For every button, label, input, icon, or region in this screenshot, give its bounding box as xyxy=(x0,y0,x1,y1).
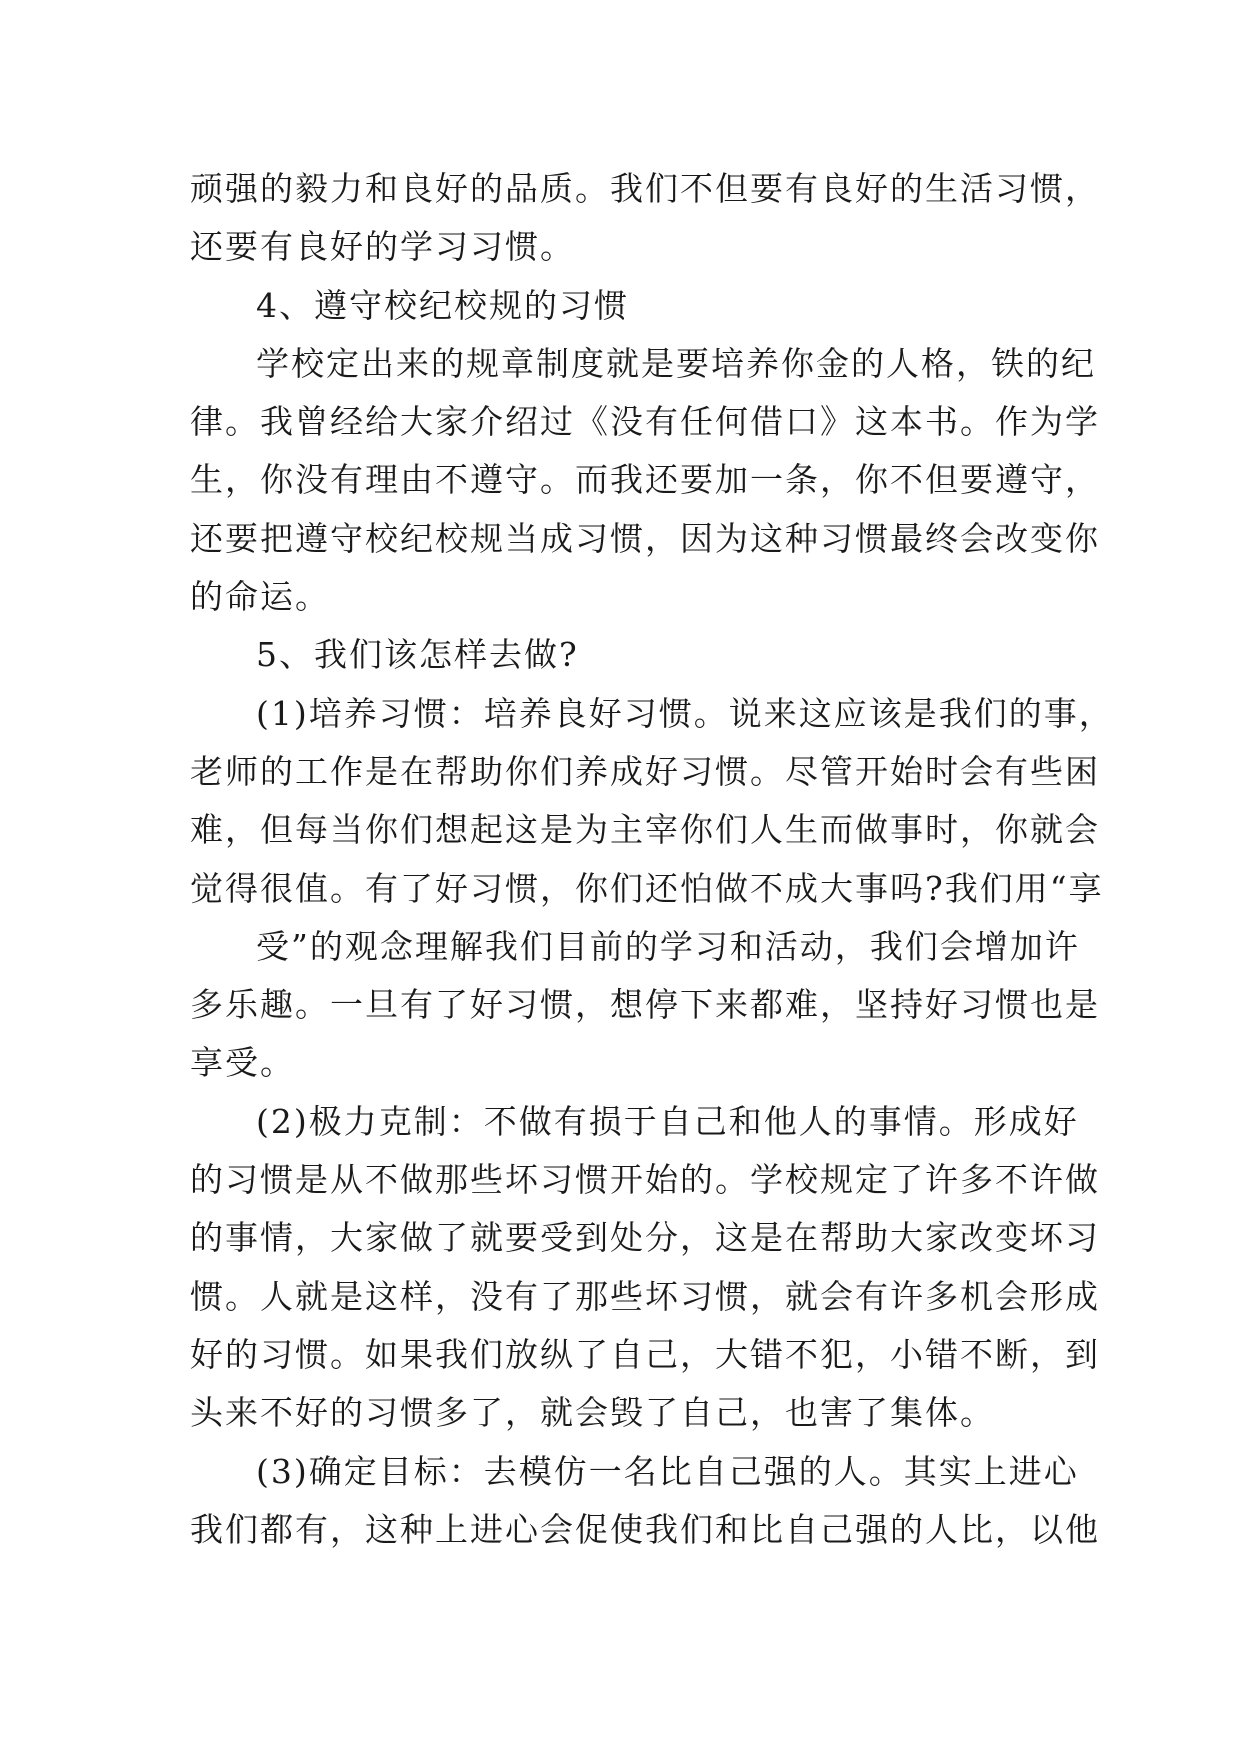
text-line: 惯。人就是这样，没有了那些坏习惯，就会有许多机会形成 xyxy=(190,1276,1100,1316)
text-line: 还要把遵守校纪校规当成习惯，因为这种习惯最终会改变你 xyxy=(190,518,1100,558)
text-line: 律。我曾经给大家介绍过《没有任何借口》这本书。作为学 xyxy=(190,402,1100,442)
text-line: 难，但每当你们想起这是为主宰你们人生而做事时，你就会 xyxy=(190,810,1100,850)
text-line: 头来不好的习惯多了，就会毁了自己，也害了集体。 xyxy=(190,1393,995,1433)
text-line: 受”的观念理解我们目前的学习和活动，我们会增加许 xyxy=(256,926,1080,966)
text-line: 学校定出来的规章制度就是要培养你金的人格，铁的纪 xyxy=(256,343,1096,383)
text-line: 享受。 xyxy=(190,1043,295,1083)
text-line: 好的习惯。如果我们放纵了自己，大错不犯，小错不断，到 xyxy=(190,1334,1100,1374)
text-line: 还要有良好的学习习惯。 xyxy=(190,227,575,267)
text-line: (2)极力克制：不做有损于自己和他人的事情。形成好 xyxy=(256,1101,1079,1141)
text-line: 生，你没有理由不遵守。而我还要加一条，你不但要遵守， xyxy=(190,460,1100,500)
text-line: 5、我们该怎样去做? xyxy=(256,635,579,675)
text-line: (3)确定目标：去模仿一名比自己强的人。其实上进心 xyxy=(256,1451,1079,1491)
text-line: 4、遵守校纪校规的习惯 xyxy=(256,285,629,325)
text-line: 多乐趣。一旦有了好习惯，想停下来都难，坚持好习惯也是 xyxy=(190,985,1100,1025)
text-line: 顽强的毅力和良好的品质。我们不但要有良好的生活习惯， xyxy=(190,169,1100,208)
text-line: 的命运。 xyxy=(190,577,330,617)
text-line: 的事情，大家做了就要受到处分，这是在帮助大家改变坏习 xyxy=(190,1218,1100,1258)
text-line: 老师的工作是在帮助你们养成好习惯。尽管开始时会有些困 xyxy=(190,751,1100,791)
text-line: (1)培养习惯：培养良好习惯。说来这应该是我们的事， xyxy=(256,693,1114,733)
text-line: 我们都有，这种上进心会促使我们和比自己强的人比，以他 xyxy=(190,1509,1100,1549)
text-line: 的习惯是从不做那些坏习惯开始的。学校规定了许多不许做 xyxy=(190,1160,1100,1200)
document-body xyxy=(190,160,1114,1559)
text-line: 觉得很值。有了好习惯，你们还怕做不成大事吗?我们用“享 xyxy=(190,868,1104,908)
